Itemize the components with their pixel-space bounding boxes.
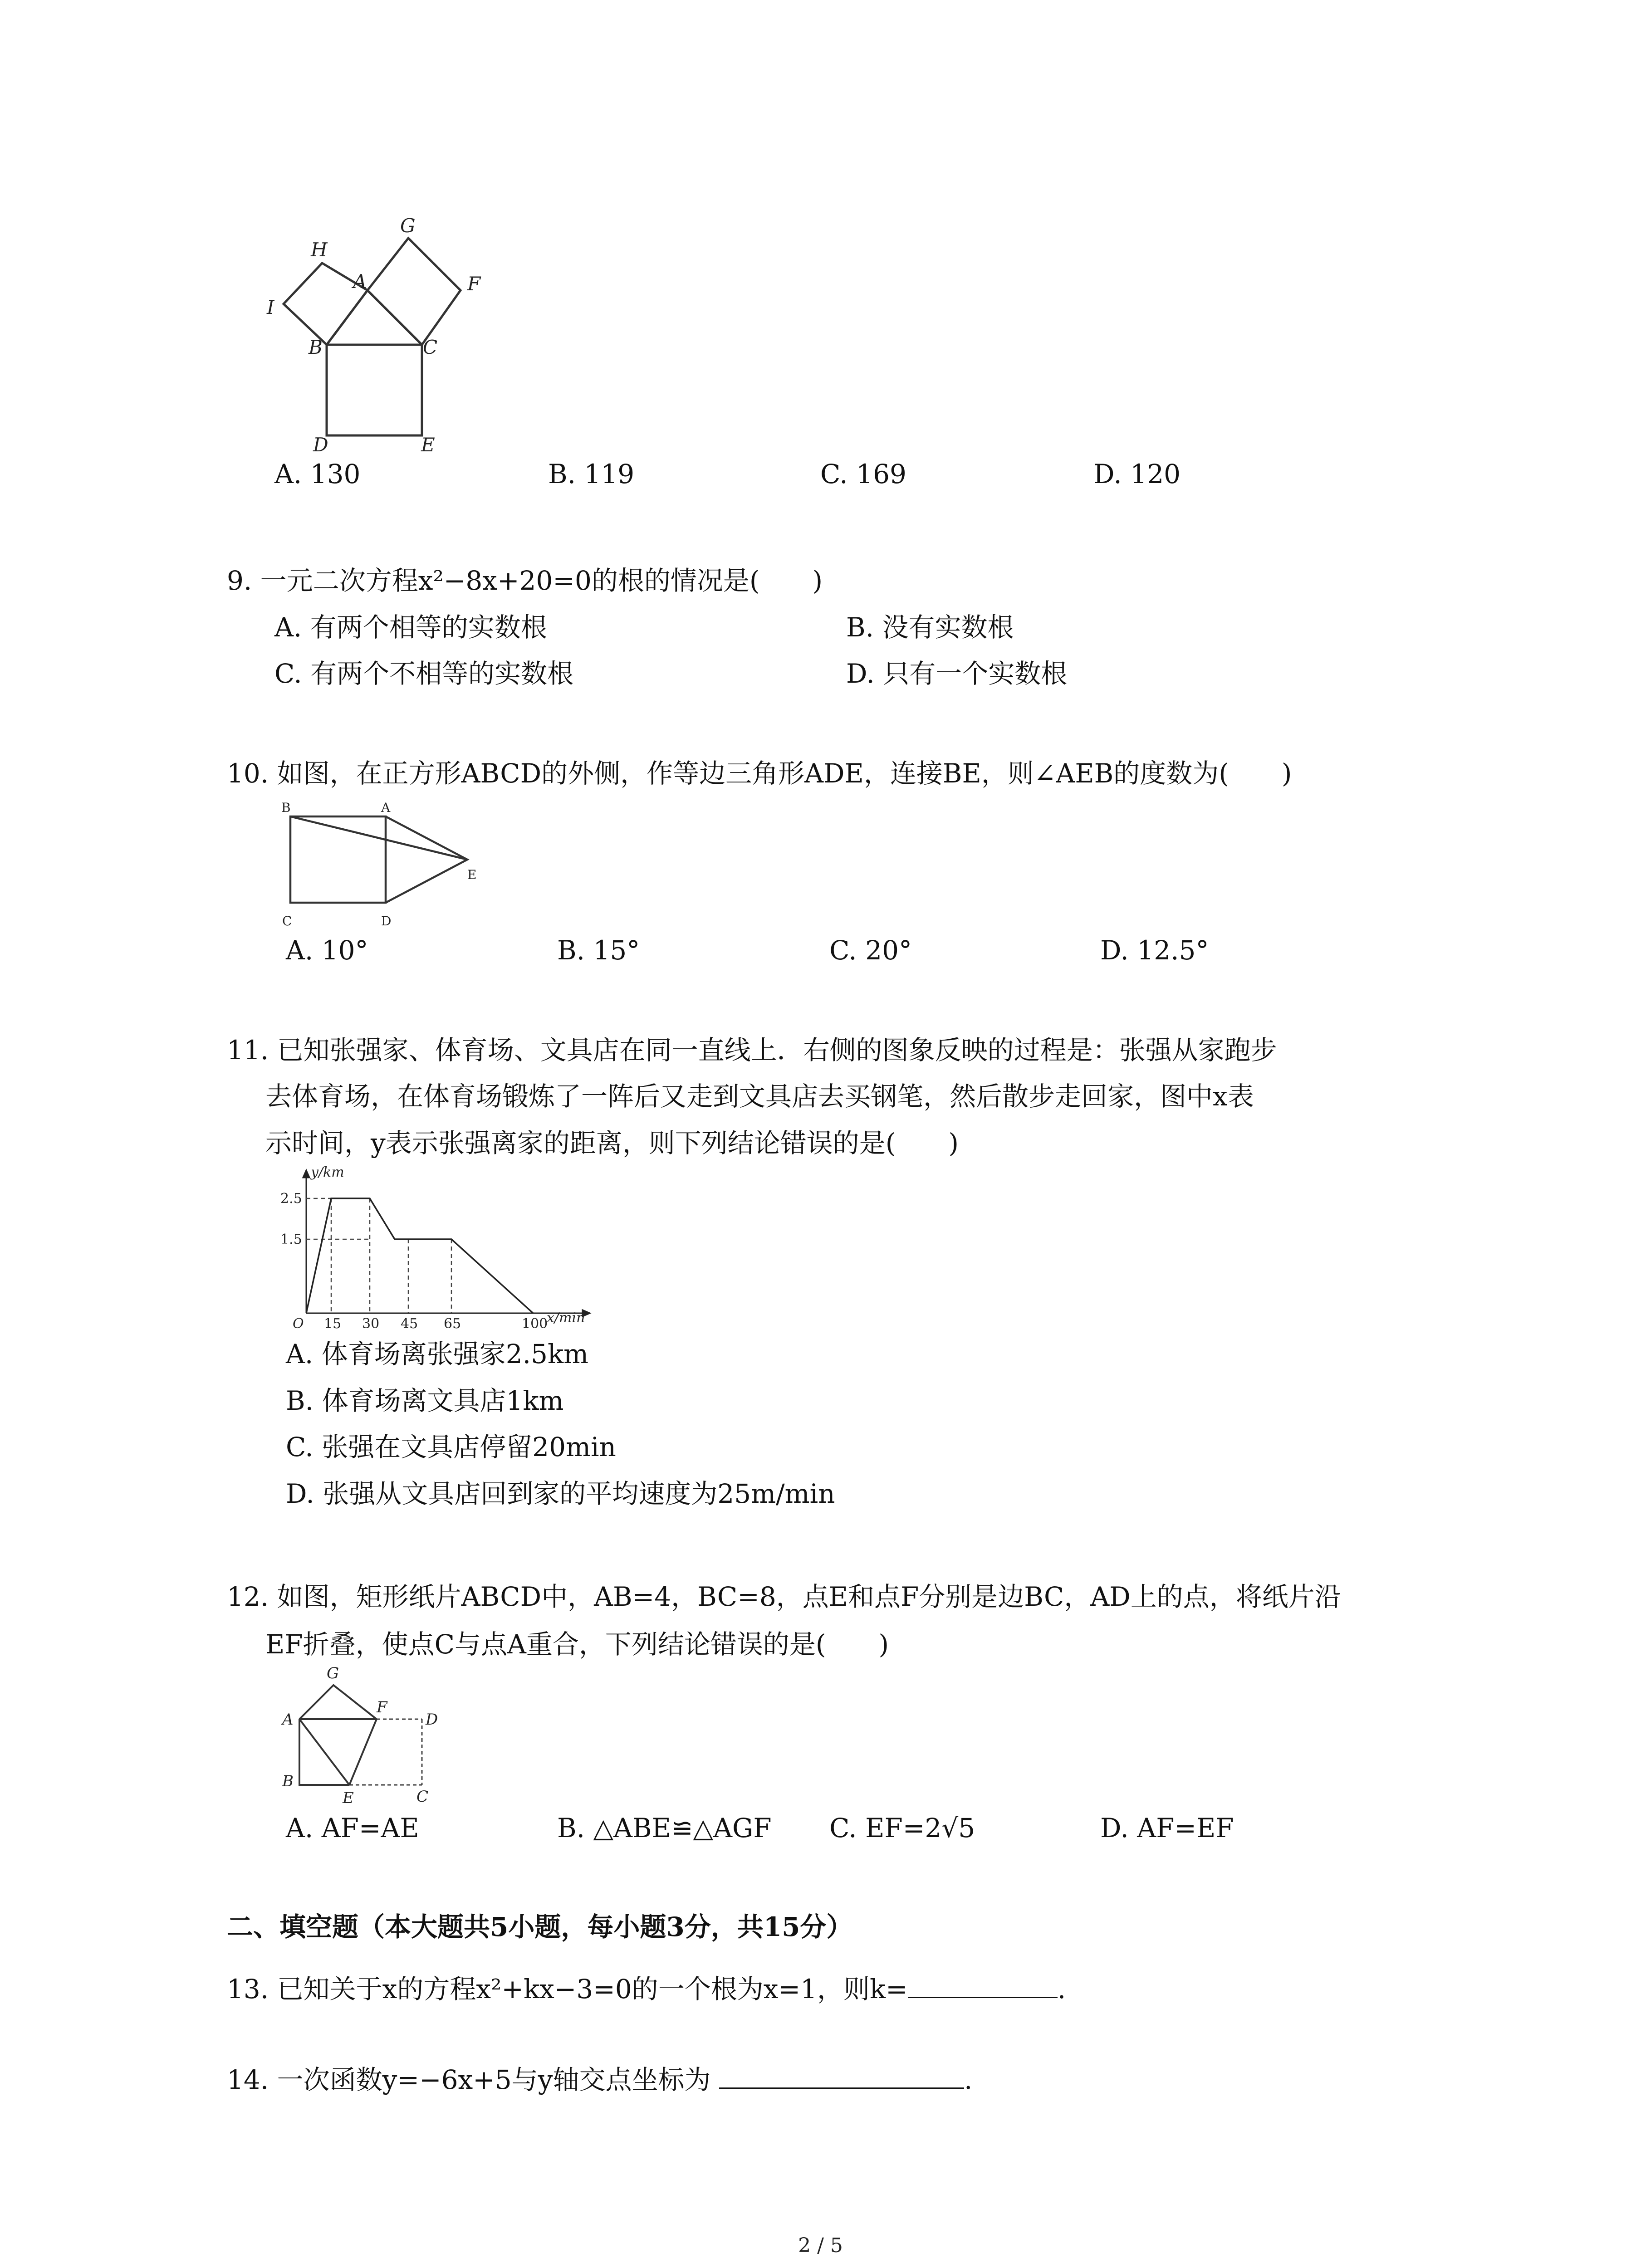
x-tick-30: 30	[362, 1316, 380, 1329]
q9-stem: 9. 一元二次方程x²−8x+20=0的根的情况是( )	[227, 565, 823, 596]
x-axis-label: x/min	[547, 1310, 585, 1326]
q8-option-c[interactable]: C. 169	[820, 459, 906, 489]
q11-option-b[interactable]: B. 体育场离文具店1km	[286, 1385, 564, 1416]
q14-answer-blank[interactable]	[719, 2065, 964, 2089]
x-tick-45: 45	[401, 1316, 418, 1329]
label-D: D	[313, 434, 328, 454]
label-H: H	[311, 239, 328, 261]
q10-stem: 10. 如图，在正方形ABCD的外侧，作等边三角形ADE，连接BE，则∠AEB的度数为( )	[227, 758, 1292, 789]
section-2-heading: 二、填空题（本大题共5小题，每小题3分，共15分）	[227, 1911, 853, 1942]
q10-option-a[interactable]: A. 10°	[286, 935, 368, 966]
y-tick-2.5: 2.5	[280, 1191, 302, 1207]
q12-figure	[272, 1660, 445, 1814]
q12-option-b[interactable]: B. △ABE≌△AGF	[557, 1813, 772, 1843]
q13-answer-blank[interactable]	[908, 1974, 1058, 1998]
label-C: C	[423, 336, 438, 358]
q13-tail: .	[1057, 1974, 1066, 2004]
q11-option-a[interactable]: A. 体育场离张强家2.5km	[286, 1339, 589, 1369]
label-C: C	[282, 914, 292, 929]
q14-tail: .	[964, 2064, 973, 2095]
label-D: D	[426, 1711, 438, 1729]
q9-option-d[interactable]: D. 只有一个实数根	[846, 658, 1068, 689]
q11-graph	[272, 1166, 599, 1329]
q9-option-b[interactable]: B. 没有实数根	[846, 612, 1014, 643]
page-number: 2 / 5	[798, 2234, 843, 2257]
q12-stem-line-2: EF折叠，使点C与点A重合，下列结论错误的是( )	[265, 1629, 889, 1660]
q10-option-c[interactable]: C. 20°	[829, 935, 912, 966]
label-B: B	[281, 800, 291, 815]
q13-stem: 13. 已知关于x的方程x²+kx−3=0的一个根为x=1，则k=	[227, 1974, 908, 2004]
label-A: A	[381, 800, 391, 815]
label-G: G	[400, 215, 416, 237]
x-tick-100: 100	[522, 1316, 548, 1329]
y-axis-label: y/km	[311, 1166, 344, 1180]
q11-option-c[interactable]: C. 张强在文具店停留20min	[286, 1432, 616, 1462]
q9-option-c[interactable]: C. 有两个不相等的实数根	[274, 658, 574, 689]
q12-option-c[interactable]: C. EF=2√5	[829, 1813, 975, 1843]
q11-stem-line-1: 11. 已知张强家、体育场、文具店在同一直线上．右侧的图象反映的过程是：张强从家跑步	[227, 1035, 1277, 1066]
q10-option-b[interactable]: B. 15°	[557, 935, 640, 966]
origin-label: O	[293, 1316, 304, 1329]
label-E: E	[343, 1789, 354, 1807]
q12-option-d[interactable]: D. AF=EF	[1100, 1813, 1234, 1843]
q8-figure	[254, 213, 508, 454]
q10-figure	[272, 798, 490, 934]
q8-option-a[interactable]: A. 130	[274, 459, 361, 489]
q12-stem-line-1: 12. 如图，矩形纸片ABCD中，AB=4，BC=8，点E和点F分别是边BC，AD上的点，将纸片沿	[227, 1581, 1341, 1612]
label-A: A	[282, 1711, 294, 1729]
label-B: B	[282, 1772, 294, 1790]
x-tick-65: 65	[444, 1316, 461, 1329]
label-E: E	[467, 867, 477, 882]
q11-stem-line-3: 示时间，y表示张强离家的距离，则下列结论错误的是( )	[265, 1128, 959, 1158]
q12-option-a[interactable]: A. AF=AE	[286, 1813, 419, 1843]
label-F: F	[377, 1698, 387, 1716]
label-C: C	[416, 1788, 429, 1806]
label-A: A	[353, 270, 367, 293]
label-D: D	[381, 914, 392, 929]
q14-stem: 14. 一次函数y=−6x+5与y轴交点坐标为	[227, 2064, 719, 2095]
label-E: E	[421, 434, 435, 454]
label-I: I	[267, 296, 274, 318]
q14-row	[227, 2064, 972, 2096]
label-F: F	[467, 273, 481, 295]
q11-option-d[interactable]: D. 张强从文具店回到家的平均速度为25m/min	[286, 1478, 835, 1509]
q10-option-d[interactable]: D. 12.5°	[1100, 935, 1209, 966]
q13-row	[227, 1973, 1066, 2005]
q8-option-d[interactable]: D. 120	[1093, 459, 1181, 489]
q11-stem-line-2: 去体育场，在体育场锻炼了一阵后又走到文具店去买钢笔，然后散步走回家，图中x表	[265, 1081, 1254, 1112]
label-B: B	[309, 336, 323, 358]
x-tick-15: 15	[324, 1316, 342, 1329]
distance-time-line	[306, 1198, 533, 1313]
label-G: G	[327, 1664, 339, 1682]
y-tick-1.5: 1.5	[280, 1232, 302, 1247]
q9-option-a[interactable]: A. 有两个相等的实数根	[274, 612, 547, 643]
q8-option-b[interactable]: B. 119	[548, 459, 635, 489]
